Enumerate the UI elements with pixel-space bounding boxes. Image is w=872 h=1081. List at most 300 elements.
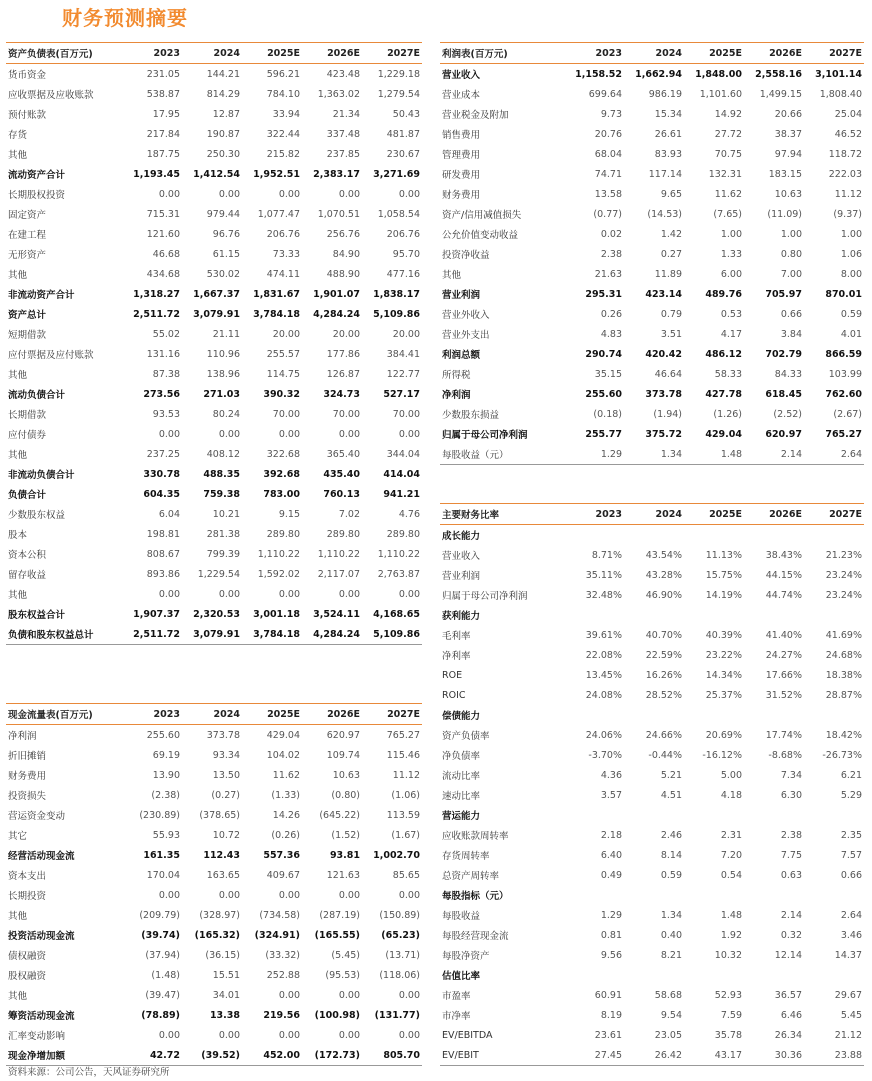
cell-value: 104.02	[266, 749, 300, 761]
cell-value: 11.62	[272, 769, 300, 781]
cell-value: (230.89)	[139, 809, 180, 821]
cell-value: 1,279.54	[377, 88, 420, 100]
table-row	[6, 1025, 422, 1045]
cell-value: 14.26	[272, 809, 300, 821]
table-row	[440, 124, 864, 144]
cell-value: 6.46	[780, 1009, 802, 1021]
year-header: 2023	[122, 43, 182, 64]
row-label: 每股收益（元）	[440, 444, 564, 465]
cell-value: 28.52%	[645, 689, 682, 701]
row-label: 股权融资	[8, 971, 47, 982]
cell-value: 20.76	[594, 128, 622, 140]
cell-value: 322.68	[266, 448, 300, 460]
cell-value: 250.30	[206, 148, 240, 160]
cell-value: 2.35	[840, 829, 862, 841]
cell-value: 255.60	[585, 388, 622, 400]
cell-value: 4,284.24	[313, 308, 360, 320]
table-row	[440, 565, 864, 585]
cell-value: 1,901.07	[313, 288, 360, 300]
cell-value: 604.35	[143, 488, 180, 500]
cell-value: (1.67)	[391, 829, 420, 841]
cell-value: 25.04	[834, 108, 862, 120]
table-row	[6, 885, 422, 905]
cell-value	[744, 885, 804, 905]
balance-sheet-table	[6, 42, 422, 645]
cell-value: 0.79	[660, 308, 682, 320]
table-row	[440, 645, 864, 665]
row-label: 少数股东损益	[442, 410, 500, 421]
cell-value: 58.68	[654, 989, 682, 1001]
table-row	[440, 204, 864, 224]
cell-value: 40.39%	[705, 629, 742, 641]
table-row	[6, 64, 422, 85]
cell-value: 2.38	[780, 829, 802, 841]
table-row	[440, 1005, 864, 1025]
cell-value: 131.16	[146, 348, 180, 360]
cell-value: (165.32)	[194, 929, 240, 941]
cell-value: -0.44%	[648, 749, 682, 761]
cell-value: 20.00	[332, 328, 360, 340]
cell-value: 427.78	[705, 388, 742, 400]
table-row	[6, 404, 422, 424]
cell-value: 21.23%	[825, 549, 862, 561]
table-row	[6, 785, 422, 805]
row-label: 每股收益	[442, 911, 481, 922]
cell-value: 27.72	[714, 128, 742, 140]
table-header-row	[440, 43, 864, 64]
cell-value: 93.81	[329, 849, 360, 861]
table-row	[6, 224, 422, 244]
cell-value: 759.38	[203, 488, 240, 500]
table-row	[6, 144, 422, 164]
cell-value: 0.00	[218, 889, 240, 901]
table-row	[6, 464, 422, 484]
cell-value: 0.00	[338, 1029, 360, 1041]
table-row	[440, 224, 864, 244]
cell-value	[624, 805, 684, 825]
cell-value: (0.80)	[331, 789, 360, 801]
table-row	[440, 845, 864, 865]
cell-value: (328.97)	[199, 909, 240, 921]
cell-value: 3.46	[840, 929, 862, 941]
cell-value: 0.66	[780, 308, 802, 320]
cell-value: 5.29	[840, 789, 862, 801]
cell-value: 805.70	[362, 1045, 422, 1066]
cell-value: 9.54	[660, 1009, 682, 1021]
cell-value: 20.66	[774, 108, 802, 120]
cell-value: 1.48	[720, 909, 742, 921]
row-label: 资产负债率	[442, 731, 490, 742]
cell-value: 1,318.27	[133, 288, 180, 300]
cell-value: 237.85	[326, 148, 360, 160]
cell-value: 46.64	[654, 368, 682, 380]
row-label: 投资活动现金流	[8, 931, 75, 942]
cell-value: 23.22%	[705, 649, 742, 661]
cell-value: 7.57	[840, 849, 862, 861]
cell-value: 96.76	[212, 228, 240, 240]
table-row	[440, 164, 864, 184]
year-header: 2026E	[302, 704, 362, 725]
cell-value: 58.33	[714, 368, 742, 380]
cell-value: 489.76	[705, 288, 742, 300]
cell-value: 434.68	[146, 268, 180, 280]
table-row	[6, 825, 422, 845]
table-title: 现金流量表(百万元)	[6, 704, 122, 725]
table-row	[6, 745, 422, 765]
row-label: 股东权益合计	[8, 610, 66, 621]
table-header-row	[440, 504, 864, 525]
cell-value: 538.87	[146, 88, 180, 100]
cell-value: 0.00	[278, 588, 300, 600]
cell-value: 43.28%	[645, 569, 682, 581]
cell-value: 0.00	[398, 1029, 420, 1041]
cell-value: (65.23)	[381, 929, 420, 941]
cell-value	[804, 805, 864, 825]
cell-value: 365.40	[326, 448, 360, 460]
cell-value	[744, 525, 804, 546]
cell-value	[744, 705, 804, 725]
cell-value: 1,412.54	[193, 168, 240, 180]
year-header: 2026E	[744, 43, 804, 64]
cell-value: 1,848.00	[695, 68, 742, 80]
cell-value: 23.24%	[825, 569, 862, 581]
cell-value	[684, 605, 744, 625]
cell-value: 3,271.69	[373, 168, 420, 180]
cell-value: 866.59	[825, 348, 862, 360]
table-row	[440, 1025, 864, 1045]
cell-value: 115.46	[386, 749, 420, 761]
cell-value: 1,952.51	[253, 168, 300, 180]
section-row	[440, 525, 864, 546]
row-label: 市盈率	[442, 991, 471, 1002]
cell-value: 715.31	[146, 208, 180, 220]
row-label: 负债合计	[8, 490, 47, 501]
cell-value: (734.58)	[259, 909, 300, 921]
cell-value: (37.94)	[145, 949, 180, 961]
table-row	[6, 1005, 422, 1025]
cell-value: 0.00	[158, 188, 180, 200]
table-row	[440, 424, 864, 444]
table-row	[6, 564, 422, 584]
cell-value: 390.32	[263, 388, 300, 400]
cell-value: 0.80	[780, 248, 802, 260]
cell-value: 2.38	[600, 248, 622, 260]
table-row	[440, 404, 864, 424]
cell-value: 60.91	[594, 989, 622, 1001]
cell-value: 15.75%	[705, 569, 742, 581]
cell-value: 222.03	[828, 168, 862, 180]
cell-value: 11.12	[834, 188, 862, 200]
year-header: 2024	[624, 43, 684, 64]
cell-value: 39.61%	[585, 629, 622, 641]
cell-value: (100.98)	[314, 1009, 360, 1021]
cell-value: 24.06%	[585, 729, 622, 741]
cell-value: 2.64	[840, 909, 862, 921]
cell-value: 44.15%	[765, 569, 802, 581]
cell-value: (5.45)	[331, 949, 360, 961]
row-label: 市净率	[442, 1011, 471, 1022]
row-label: 其他	[8, 911, 28, 922]
row-label: 留存收益	[8, 570, 47, 581]
cell-value	[564, 805, 624, 825]
table-row	[6, 604, 422, 624]
cell-value: 170.04	[146, 869, 180, 881]
row-label: 非流动负债合计	[8, 470, 75, 481]
cell-value: 187.75	[146, 148, 180, 160]
table-row	[6, 424, 422, 444]
cell-value: 324.73	[323, 388, 360, 400]
year-header: 2024	[182, 43, 242, 64]
cell-value: 5.00	[720, 769, 742, 781]
cell-value: 117.14	[648, 168, 682, 180]
cell-value	[804, 705, 864, 725]
cell-value: (7.65)	[713, 208, 742, 220]
table-row	[6, 484, 422, 504]
cell-value: 10.63	[774, 188, 802, 200]
cell-value: 1,070.51	[317, 208, 360, 220]
cell-value: 33.94	[272, 108, 300, 120]
row-label: 每股净资产	[442, 951, 490, 962]
row-label: 固定资产	[8, 210, 47, 221]
cell-value: 122.77	[386, 368, 420, 380]
cell-value: (645.22)	[319, 809, 360, 821]
cell-value: 23.24%	[825, 589, 862, 601]
table-row	[6, 725, 422, 746]
cell-value: 16.26%	[645, 669, 682, 681]
row-label: 长期投资	[8, 891, 47, 902]
row-label: 营业利润	[442, 290, 481, 301]
cell-value: 55.02	[152, 328, 180, 340]
cell-value: 215.82	[266, 148, 300, 160]
cell-value: (1.94)	[653, 408, 682, 420]
cell-value: 190.87	[206, 128, 240, 140]
cell-value: 0.00	[278, 989, 300, 1001]
cell-value: 217.84	[146, 128, 180, 140]
table-row	[440, 665, 864, 685]
cell-value: (2.38)	[151, 789, 180, 801]
cell-value: 1.00	[840, 228, 862, 240]
cell-value: 18.38%	[825, 669, 862, 681]
cell-value	[624, 885, 684, 905]
cell-value: 8.00	[840, 268, 862, 280]
cell-value: 10.32	[714, 949, 742, 961]
cell-value: 2.14	[744, 444, 804, 465]
year-header: 2027E	[804, 504, 864, 525]
table-title: 资产负债表(百万元)	[6, 43, 122, 64]
cell-value: 163.65	[206, 869, 240, 881]
cell-value	[564, 965, 624, 985]
cell-value: 34.01	[212, 989, 240, 1001]
cell-value: 18.42%	[825, 729, 862, 741]
row-label: 债权融资	[8, 951, 47, 962]
cell-value: 941.21	[383, 488, 420, 500]
cell-value: 11.12	[392, 769, 420, 781]
row-label: 预付账款	[8, 110, 47, 121]
cell-value: 0.00	[218, 1029, 240, 1041]
cell-value: 290.74	[585, 348, 622, 360]
table-row	[6, 84, 422, 104]
table-row	[6, 104, 422, 124]
table-row	[440, 545, 864, 565]
table-row	[440, 1045, 864, 1066]
row-label: 净利率	[442, 651, 471, 662]
row-label: 所得税	[442, 370, 471, 381]
cell-value: 20.00	[272, 328, 300, 340]
cell-value: 12.14	[774, 949, 802, 961]
cell-value: 4.76	[398, 508, 420, 520]
cell-value: 26.61	[654, 128, 682, 140]
cell-value: 8.14	[660, 849, 682, 861]
cell-value: 0.00	[398, 889, 420, 901]
row-label: 公允价值变动收益	[442, 230, 519, 241]
cell-value: 0.00	[278, 428, 300, 440]
table-row	[6, 805, 422, 825]
table-row	[6, 985, 422, 1005]
cell-value: 3,524.11	[313, 608, 360, 620]
row-label: 长期借款	[8, 410, 47, 421]
cell-value: 8.21	[660, 949, 682, 961]
cell-value: 35.11%	[585, 569, 622, 581]
cell-value: 11.89	[654, 268, 682, 280]
cell-value: 4,284.24	[302, 624, 362, 645]
table-row	[6, 164, 422, 184]
cell-value: 1.34	[660, 909, 682, 921]
cell-value: 6.00	[720, 268, 742, 280]
cell-value: 1.34	[624, 444, 684, 465]
table-row	[440, 685, 864, 705]
cell-value: 14.19%	[705, 589, 742, 601]
cell-value: 488.35	[203, 468, 240, 480]
row-label: 流动比率	[442, 771, 481, 782]
cell-value: 126.87	[326, 368, 360, 380]
cell-value: -3.70%	[588, 749, 622, 761]
cell-value: 0.00	[398, 588, 420, 600]
cell-value: 87.38	[152, 368, 180, 380]
cell-value: (95.53)	[325, 969, 360, 981]
cell-value: 289.80	[386, 528, 420, 540]
cell-value	[564, 525, 624, 546]
cell-value: 2.31	[720, 829, 742, 841]
table-row	[440, 444, 864, 465]
cell-value: 765.27	[386, 729, 420, 741]
table-row	[6, 324, 422, 344]
row-label: 净利润	[442, 390, 471, 401]
cell-value: (33.32)	[265, 949, 300, 961]
cell-value: 121.63	[326, 869, 360, 881]
cell-value: 0.00	[338, 188, 360, 200]
cell-value: 1.29	[600, 909, 622, 921]
cell-value: 3,079.91	[193, 308, 240, 320]
row-label: 营业外收入	[442, 310, 490, 321]
cell-value: 408.12	[206, 448, 240, 460]
table-row	[6, 204, 422, 224]
cell-value: 409.67	[266, 869, 300, 881]
row-label: 在建工程	[8, 230, 47, 241]
row-label: 其他	[8, 150, 28, 161]
cell-value: 31.52%	[765, 689, 802, 701]
cell-value: (2.67)	[833, 408, 862, 420]
cell-value: 2.18	[600, 829, 622, 841]
table-row	[440, 825, 864, 845]
cell-value: 1.92	[720, 929, 742, 941]
year-header: 2024	[182, 704, 242, 725]
cell-value: 24.66%	[645, 729, 682, 741]
cell-value: 13.38	[209, 1009, 240, 1021]
table-row	[6, 624, 422, 645]
year-header: 2026E	[744, 504, 804, 525]
cell-value: 705.97	[765, 288, 802, 300]
cell-value: 0.27	[660, 248, 682, 260]
cell-value: 7.34	[780, 769, 802, 781]
year-header: 2024	[624, 504, 684, 525]
cell-value: 281.38	[206, 528, 240, 540]
cell-value: 4.01	[840, 328, 862, 340]
table-row	[440, 945, 864, 965]
table-row	[440, 324, 864, 344]
cell-value	[744, 965, 804, 985]
cell-value: 84.33	[774, 368, 802, 380]
cell-value: (324.91)	[254, 929, 300, 941]
cell-value: 7.02	[338, 508, 360, 520]
cell-value: 0.63	[780, 869, 802, 881]
cell-value: 4.51	[660, 789, 682, 801]
table-row	[440, 284, 864, 304]
row-label: 财务费用	[8, 771, 47, 782]
row-label: 资产总计	[8, 310, 47, 321]
table-row	[6, 384, 422, 404]
row-label: 营运能力	[442, 811, 481, 822]
table-row	[6, 1045, 422, 1066]
row-label: 管理费用	[442, 150, 481, 161]
cell-value: 1.00	[720, 228, 742, 240]
row-label: 流动资产合计	[8, 170, 66, 181]
section-row	[440, 965, 864, 985]
year-header: 2025E	[684, 43, 744, 64]
cell-value: 8.71%	[591, 549, 622, 561]
row-label: 货币资金	[8, 70, 47, 81]
cell-value: (0.26)	[271, 829, 300, 841]
cell-value: 206.76	[266, 228, 300, 240]
cell-value: 198.81	[146, 528, 180, 540]
cell-value: (287.19)	[319, 909, 360, 921]
income-statement-table	[440, 42, 864, 465]
cell-value: 0.53	[720, 308, 742, 320]
cell-value: (13.71)	[385, 949, 420, 961]
cell-value: 55.93	[152, 829, 180, 841]
cell-value: 0.00	[338, 889, 360, 901]
cell-value: (1.26)	[713, 408, 742, 420]
cell-value: 1,838.17	[373, 288, 420, 300]
cell-value: 10.21	[212, 508, 240, 520]
cell-value: 103.99	[828, 368, 862, 380]
cell-value: (118.06)	[379, 969, 420, 981]
row-label: 长期股权投资	[8, 190, 66, 201]
table-row	[6, 584, 422, 604]
row-label: 短期借款	[8, 330, 47, 341]
year-header: 2023	[122, 704, 182, 725]
cell-value: 322.44	[266, 128, 300, 140]
cell-value: 255.57	[266, 348, 300, 360]
cell-value: 557.36	[263, 849, 300, 861]
cell-value: (9.37)	[833, 208, 862, 220]
cell-value: 15.51	[212, 969, 240, 981]
table-row	[440, 144, 864, 164]
cell-value: 85.65	[392, 869, 420, 881]
row-label: 存货	[8, 130, 28, 141]
cell-value: 23.88	[804, 1045, 864, 1066]
cell-value: 61.15	[212, 248, 240, 260]
row-label: 营业成本	[442, 90, 481, 101]
